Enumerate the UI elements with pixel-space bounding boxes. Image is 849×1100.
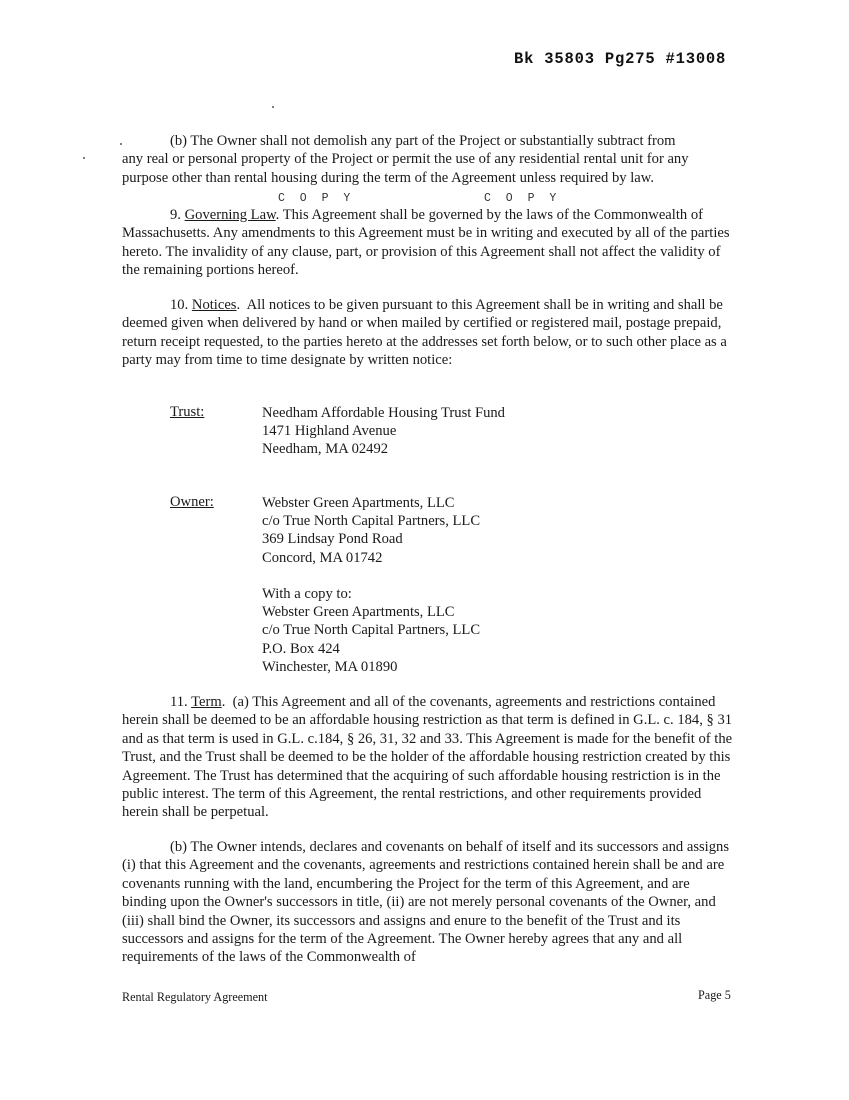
owner-address-line: c/o True North Capital Partners, LLC xyxy=(262,513,481,530)
copy-address-line: P.O. Box 424 xyxy=(262,640,340,657)
trust-address xyxy=(262,404,505,459)
copy-to-label: With a copy to: xyxy=(262,586,352,602)
copy-watermark-left: C O P Y xyxy=(278,192,355,205)
owner-address xyxy=(262,494,480,567)
section-notices: 10. Notices. All notices to be given pursuant to this Agreement shall be in writing and shall be deemed given when delivered by hand or when mailed by certified or registered mail, postage prepaid, return receipt requested, to the parties hereto at the addresses set forth below, or to such other place as a party may from time to time designate by written notice: xyxy=(122,297,727,369)
notices-body: All notices to be given pursuant to this Agreement shall be in writing and shall be deemed given when delivered by hand or when mailed by certified or registered mail, postage prepaid, return receipt requested, to the parties hereto at the addresses set forth below, or to such other place as a party may from time to time designate by written notice: xyxy=(122,297,727,369)
section-term-b xyxy=(122,838,734,967)
owner-address-line: Webster Green Apartments, LLC xyxy=(262,495,455,511)
recording-stamp: Bk 35803 Pg275 #13008 xyxy=(514,50,727,68)
governing-law-heading: Governing Law xyxy=(184,207,276,223)
trust-address-line: 1471 Highland Avenue xyxy=(262,423,397,440)
term-number: 11. xyxy=(170,694,188,710)
scan-speck xyxy=(272,106,274,108)
notices-number: 10. xyxy=(170,297,189,313)
footer-document-title: Rental Regulatory Agreement xyxy=(122,990,268,1004)
scan-speck xyxy=(83,157,85,159)
copy-address-line: Webster Green Apartments, LLC xyxy=(262,604,455,621)
trust-label: Trust: xyxy=(170,404,205,420)
owner-label: Owner: xyxy=(170,494,214,510)
section-term-a: 11. Term. (a) This Agreement and all of the covenants, agreements and restrictions contained herein shall be deemed to be an affordable housing restriction as that term is defined in G.L. c. 184, § 31 and as that term is used in G.L. c.184, § 26, 31, 32 and 33. This Agreement is made for the benefit of the Trust, and the Trust shall be deemed to be the holder of the affordable housing restriction created by this Agreement. The Trust has determined that the acquiring of such affordable housing restriction is in the public interest. The term of this Agreement, the rental restrictions, and other requirements provided herein shall be perpetual. xyxy=(122,694,733,821)
term-body-b: (b) The Owner intends, declares and covenants on behalf of itself and its successors and assigns (i) that this Agreement and the covenants, agreements and restrictions contained herein shall be and are covenants running with the land, encumbering the Project for the term of this Agreement, and are binding upon the Owner's successors in title, (ii) are not merely personal covenants of the Owner, and (iii) shall bind the Owner, its successors and assigns and enure to the benefit of the Trust and its successors and assigns for the term of the Agreement. The Owner hereby agrees that any and all requirements of the laws of the Commonwealth of xyxy=(122,839,730,966)
term-heading: Term xyxy=(191,694,222,710)
owner-address-line: 369 Lindsay Pond Road xyxy=(262,531,403,548)
trust-address-line: Needham, MA 02492 xyxy=(262,441,389,458)
term-body-a: (a) This Agreement and all of the covenants, agreements and restrictions contained herein shall be deemed to be an affordable housing restriction as that term is defined in G.L. c. 184, § 31 and as that term is used in G.L. c.184, § 26, 31, 32 and 33. This Agreement is made for the benefit of the Trust, and the Trust shall be deemed to be the holder of the affordable housing restriction created by this Agreement. The Trust has determined that the acquiring of such affordable housing restriction is in the public interest. The term of this Agreement, the rental restrictions, and other requirements provided herein shall be perpetual. xyxy=(122,694,733,821)
copy-address-line: c/o True North Capital Partners, LLC xyxy=(262,622,481,639)
owner-restriction-line-3: purpose other than rental housing during the term of the Agreement unless required by law. xyxy=(122,169,654,186)
footer-page-number: Page 5 xyxy=(698,988,731,1002)
owner-address-line: Concord, MA 01742 xyxy=(262,549,383,566)
owner-restriction-line-2: any real or personal property of the Project or permit the use of any residential rental unit for any xyxy=(122,151,689,168)
copy-address-line: Winchester, MA 01890 xyxy=(262,658,398,675)
governing-law-number: 9. xyxy=(170,207,181,223)
section-governing-law: 9. Governing Law. This Agreement shall be governed by the laws of the Commonwealth of Massachusetts. Any amendments to this Agreement must be in writing and executed by all of the parties hereto. The invalidity of any clause, part, or provision of this Agreement shall not affect the validity of the remaining portions hereof. xyxy=(122,207,730,279)
trust-address-line: Needham Affordable Housing Trust Fund xyxy=(262,405,505,421)
owner-restriction-line-1: (b) The Owner shall not demolish any part of the Project or substantially subtract from xyxy=(170,133,676,149)
copy-watermark-right: C O P Y xyxy=(484,192,561,205)
governing-law-body: This Agreement shall be governed by the laws of the Commonwealth of Massachusetts. Any amendments to this Agreement must be in writing and executed by all of the parties hereto. The invalidity of any clause, part, or provision of this Agreement shall not affect the validity of the remaining portions hereof. xyxy=(122,207,730,279)
owner-copy-address xyxy=(262,585,480,676)
paragraph-owner-restriction xyxy=(122,132,734,187)
notices-heading: Notices xyxy=(191,297,237,313)
